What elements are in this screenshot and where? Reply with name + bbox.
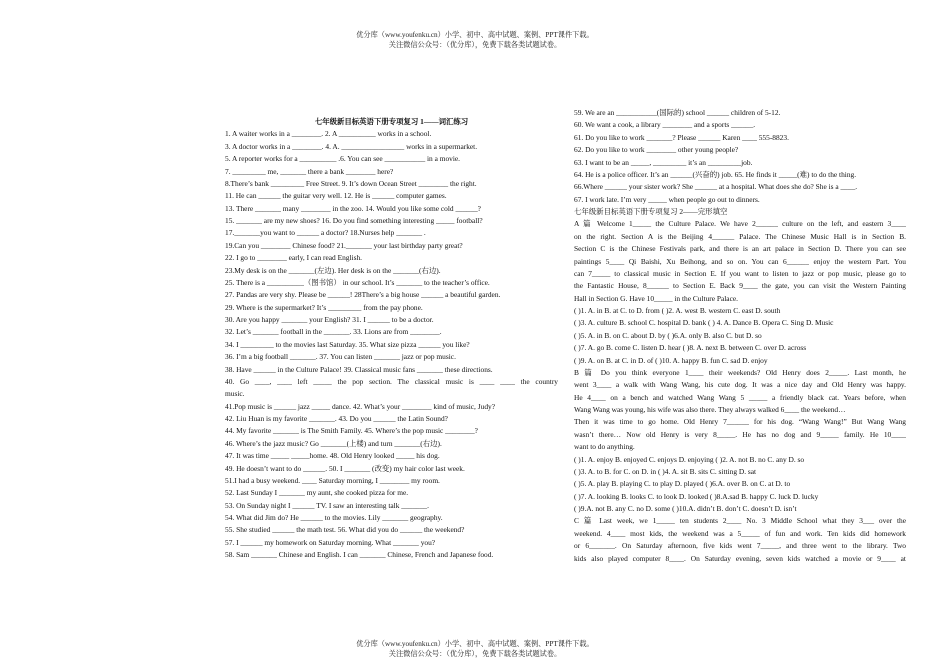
- text-line: 58. Sam _______ Chinese and English. I can _______ Chinese, French and Japanese food.: [225, 550, 494, 560]
- text-line: 62. Do you like to work ________ other young people?: [574, 145, 739, 155]
- page-footer: [0, 640, 950, 659]
- text-line: 3. A doctor works in a ________. 4. A. _________________ works in a supermarket.: [225, 141, 478, 151]
- text-line: 64. He is a police officer. It’s an ______(兴奋的) job. 65. He finds it _____(难) to do the thing.: [574, 169, 857, 179]
- text-line: 63. I want to be an _____, _________ it’s an _________job.: [574, 157, 753, 167]
- text-line: 30. Are you happy _______ your English? 31. I ______ to be a doctor.: [225, 315, 434, 324]
- text-line: weekend. 4____ most kids, the weekend was a 5_____ of fun and work. Ten kids did homework: [574, 528, 906, 538]
- text-line: 5. A reporter works for a __________ .6. You can see ___________ in a movie.: [225, 154, 461, 164]
- text-line: 7. _________ me, _______ there a bank ________ here?: [225, 166, 394, 176]
- text-line: ( )9.A. not B. any C. no D. some ( )10.A. didn’t B. don’t C. doesn’t D. isn’t: [574, 504, 797, 513]
- text-line: 53. On Sunday night I ______ TV. I saw an interesting talk _______.: [225, 500, 429, 510]
- header-line-1: 优分库（www.youfenku.cn）小学、初中、高中试题、案例、PPT课件下载。: [356, 31, 594, 39]
- text-line: 38. Have ______ in the Culture Palace! 39. Classical music fans _______ these directions.: [225, 364, 493, 374]
- text-line: ( )9. A. on B. at C. in D. of ( )10. A. happy B. fun C. sad D. enjoy: [574, 355, 768, 365]
- text-line: 44. My favorite _______ is The Smith Family. 45. Where’s the pop music ________?: [225, 426, 478, 436]
- text-line: ( )1. A. enjoy B. enjoyed C. enjoys D. enjoying ( )2. A. not B. no C. any D. so: [574, 454, 805, 464]
- text-line: 66.Where ______ your sister work? She ______ at a hospital. What does she do? She is a ____.: [574, 182, 858, 192]
- text-line: 23.My desk is on the _______(左边). Her desk is on the _______(右边).: [225, 265, 441, 275]
- text-line: 29. Where is the supermarket? It’s _________ from the pay phone.: [225, 302, 423, 312]
- text-line: 七年级新目标英语下册专项复习 2——完形填空: [574, 207, 728, 216]
- text-line: 57. I ______ my homework on Saturday morning. What _______ you?: [225, 537, 436, 547]
- text-line: 11. He can ______ the guitar very well. 12. He is ______ computer games.: [225, 191, 447, 201]
- text-line: Then it was time to go home. Old Henry 7______ for his dog. “Wang Wang!” But Wang Wang: [574, 417, 906, 427]
- text-line: paintings 5____ Qi Baishi, Xu Beihong, and so on. You can 6______ enjoy the western Part. You: [574, 256, 906, 266]
- text-line: Section C is the Chinese Festivals park, and there is an art palace in Section D. There you can see: [574, 244, 906, 254]
- text-line: the Fantastic House, 8______ to Section E. Back 9____ the gate, you can visit the Western Painting: [574, 281, 906, 291]
- footer-line-1: 优分库（www.youfenku.cn）小学、初中、高中试题、案例、PPT课件下载。: [356, 640, 594, 648]
- text-line: 55. She studied ______ the math test. 56. What did you do ______ the weekend?: [225, 525, 465, 535]
- text-line: 40. Go ____, ____ left _____ the pop section. The classical music is ____ ____ the country: [225, 376, 558, 386]
- text-line: 51.I had a busy weekend. ____ Saturday morning, I ________ my room.: [225, 475, 440, 485]
- text-line: 61. Do you like to work _______? Please ______ Karen ____ 555-8823.: [574, 132, 789, 142]
- text-line: 8.There’s bank _________ Free Street. 9. It’s down Ocean Street ________ the right.: [225, 178, 477, 188]
- text-line: 1. A waiter works in a ________. 2. A __________ works in a school.: [225, 129, 432, 139]
- text-line: 34. I _________ to the movies last Saturday. 35. What size pizza ______ you like?: [225, 339, 470, 349]
- left-column-vocabulary-exercise: [225, 116, 558, 562]
- text-line: ( )7. A. looking B. looks C. to look D. looked ( )8.A.sad B. happy C. luck D. lucky: [574, 491, 819, 501]
- text-line: 17._______you want to ______ a doctor? 18.Nurses help _______ .: [225, 228, 426, 238]
- text-line: He 4____ on a bench and watched Wang Wang 5 _____ a friendly black cat. Years before, when: [574, 392, 906, 402]
- text-line: 22. I go to ________ early, I can read English.: [225, 253, 363, 263]
- right-column-lines: [574, 107, 906, 565]
- text-line: Hall in Section G. Have 10_____ in the Culture Palace.: [574, 293, 738, 303]
- text-line: 41.Pop music is ______ jazz _____ dance. 42. What’s your ________ kind of music, Judy?: [225, 401, 495, 411]
- text-line: kids also played computer 8____. On Saturday evening, seven kids watched a movie or 9____ at: [574, 553, 906, 563]
- text-line: ( )3. A. to B. for C. on D. in ( )4. A. sit B. sits C. sitting D. sat: [574, 466, 757, 476]
- text-line: ( )3. A. culture B. school C. hospital D. bank ( ) 4. A. Dance B. Opera C. Sing D. Music: [574, 318, 834, 328]
- text-line: on the right. Section A is the Beijing 4______ Palace. The Chinese Music Hall is in Section B.: [574, 231, 906, 241]
- text-line: C 篇 Last week, we 1_____ ten students 2____ No. 3 Middle School what they 3___ over the: [574, 516, 906, 526]
- text-line: 47. It was time _____ _____home. 48. Old Henry looked _____ his dog.: [225, 451, 440, 461]
- text-line: 60. We want a cook, a library ________ and a sports ______.: [574, 120, 756, 130]
- text-line: want to do anything.: [574, 442, 635, 452]
- text-line: 27. Pandas are very shy. Please be ______! 28There’s a big house ______ a beautiful garden.: [225, 290, 501, 300]
- text-line: 19.Can you ________ Chinese food? 21._______ your last birthday party great?: [225, 240, 463, 250]
- right-column-cloze-exercise: [574, 107, 906, 565]
- text-line: 36. I’m a big football _______. 37. You can listen _______ jazz or pop music.: [225, 352, 456, 362]
- page-header: [0, 31, 950, 50]
- footer-line-2: 关注微信公众号：（优分库），免费下载各类试题试卷。: [388, 649, 562, 658]
- text-line: 59. We are an ___________(国际的) school ______ children of 5-12.: [574, 108, 781, 117]
- left-column-title: 七年级新目标英语下册专项复习 1——词汇练习: [314, 117, 469, 126]
- text-line: 32. Let’s _______ football in the _______. 33. Lions are from ________.: [225, 327, 442, 337]
- text-line: 42. Liu Huan is my favorite _______. 43. Do you ______ the Latin Sound?: [225, 414, 448, 423]
- text-line: 46. Where’s the jazz music? Go _______(上楼) and turn _______(右边).: [225, 438, 442, 448]
- text-line: A 篇 Welcome 1_____ the Culture Palace. We have 2______ culture on the left, and eastern 3____: [574, 219, 906, 229]
- text-line: can 7_____ to classical music in Section E. If you want to listen to jazz or pop music, please go to: [574, 268, 906, 278]
- text-line: 15. _______ are my new shoes? 16. Do you find something interesting _____ football?: [225, 216, 483, 225]
- text-line: B 篇 Do you think everyone 1____ their weekends? Old Henry does 2_____. Last month, he: [574, 367, 906, 377]
- text-line: music.: [225, 389, 245, 399]
- text-line: Wang Wang was young, his wife was also there. They always walked 6____ the weekend…: [574, 405, 846, 414]
- text-line: 13. There _______ many ________ in the zoo. 14. Would you like some cold ______?: [225, 203, 481, 213]
- text-line: wasn’t there… Now old Henry is very 8_____. He has no dog and 9_____ family. He 10____: [574, 429, 906, 439]
- text-line: 52. Last Sunday I _______ my aunt, she cooked pizza for me.: [225, 488, 409, 498]
- text-line: or 6_______. On Saturday afternoon, five kids went 7_____, and three went to the library. Two: [574, 541, 906, 551]
- text-line: ( )5. A. in B. on C. about D. by ( )6.A. only B. also C. but D. so: [574, 330, 762, 340]
- left-column-lines: [225, 128, 558, 561]
- text-line: went 3____ a walk with Wang Wang, his cute dog. It was a nice day and Old Henry was happy.: [574, 380, 906, 390]
- text-line: 49. He doesn’t want to do ______. 50. I _______ (改变) my hair color last week.: [225, 463, 465, 473]
- text-line: 54. What did Jim do? He ______ to the movies. Lily _______ geography.: [225, 513, 443, 522]
- text-line: 25. There is a __________（图书馆） in our school. It’s _______ to the teacher’s office.: [225, 277, 490, 287]
- header-line-2: 关注微信公众号：（优分库），免费下载各类试题试卷。: [388, 40, 562, 49]
- text-line: ( )7. A. go B. come C. listen D. hear ( )8. A. next B. between C. over D. across: [574, 343, 807, 353]
- text-line: ( )1. A. in B. at C. to D. from ( )2. A. west B. western C. east D. south: [574, 306, 781, 315]
- text-line: ( )5. A. play B. playing C. to play D. played ( )6.A. over B. on C. at D. to: [574, 479, 791, 489]
- text-line: 67. I work late. I’m very _____ when people go out to dinners.: [574, 194, 760, 204]
